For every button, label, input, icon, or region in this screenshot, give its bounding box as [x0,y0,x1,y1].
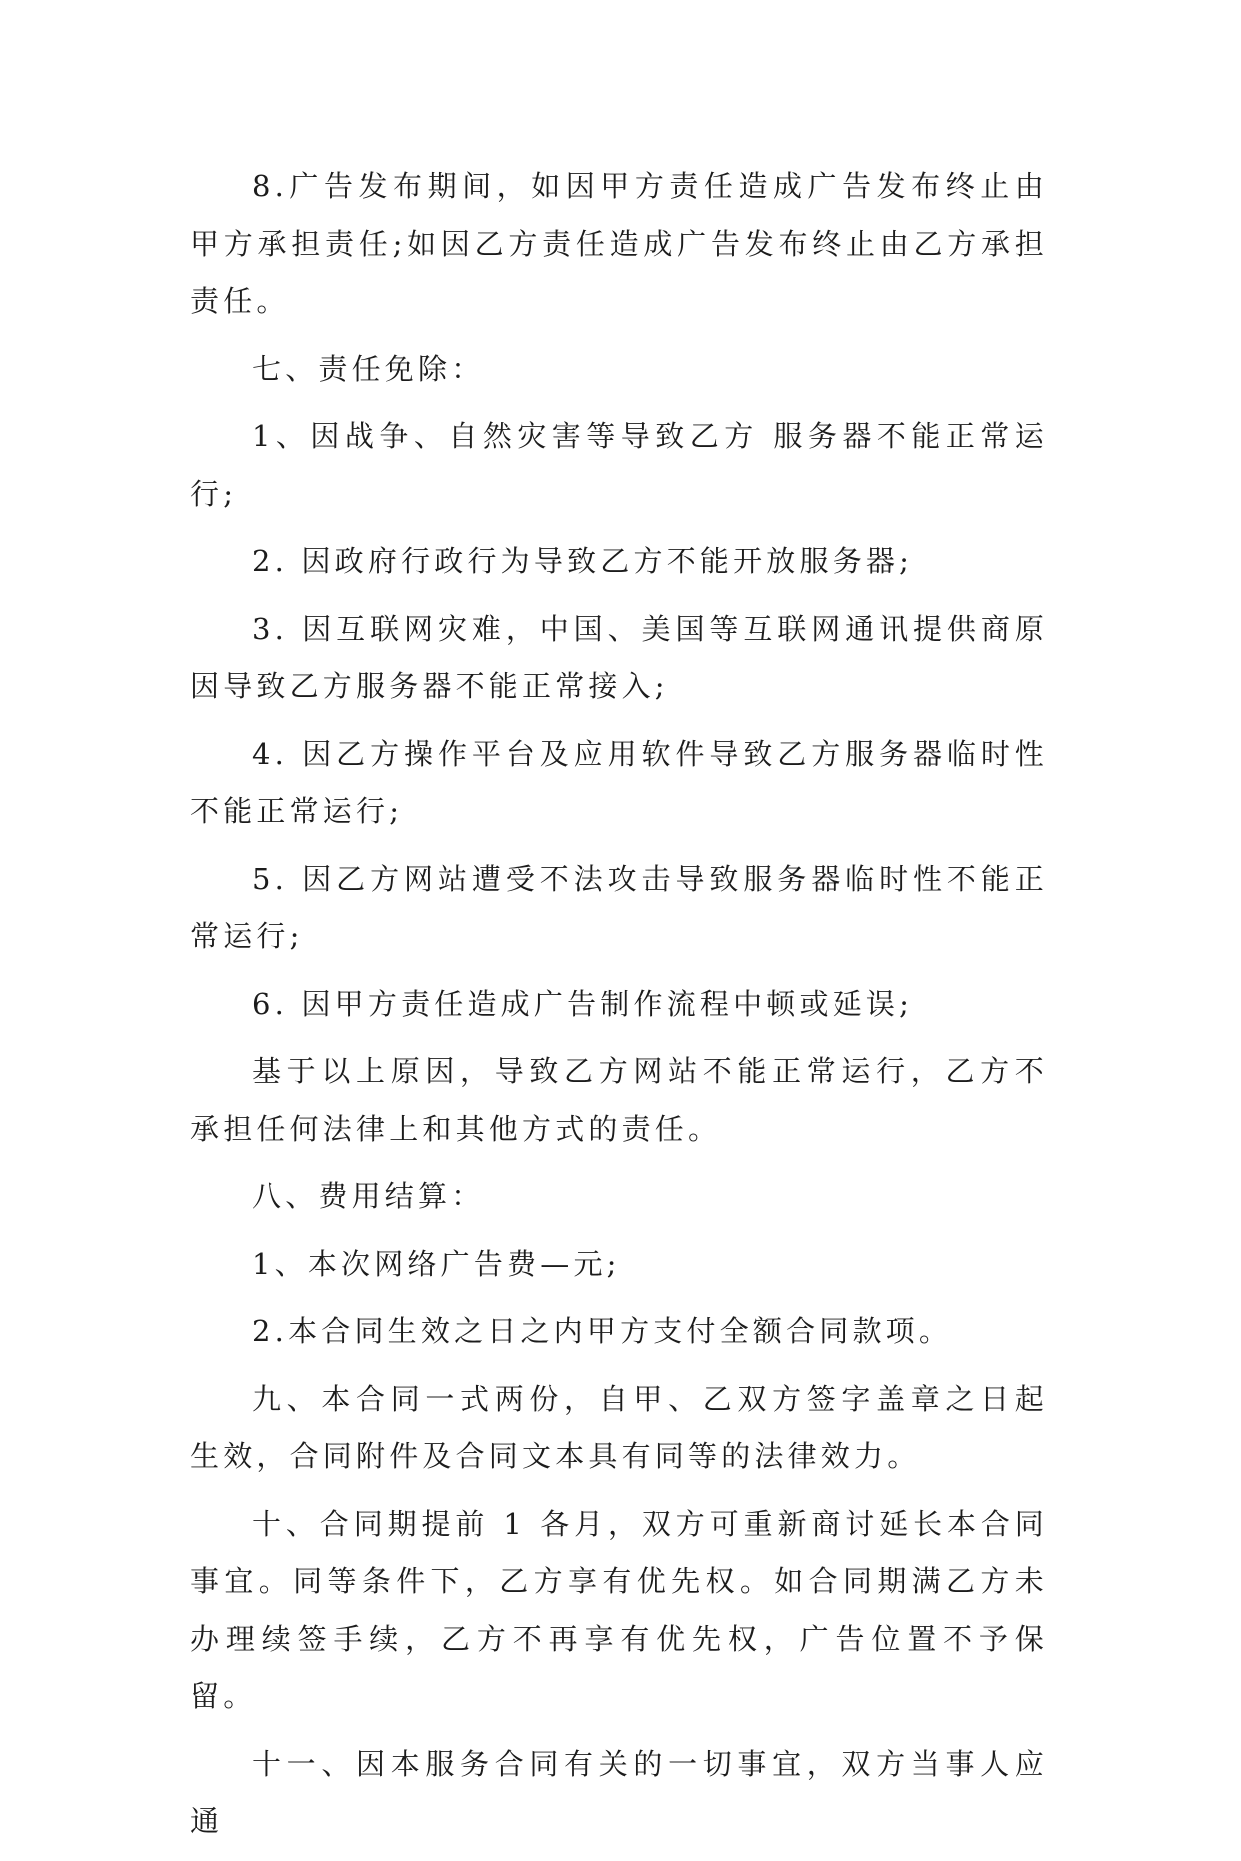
settlement-item-2: 2.本合同生效之日之内甲方支付全额合同款项。 [252,1314,953,1348]
settlement-item-1: 1、本次网络广告费—元; [252,1246,621,1281]
section-copies-validity: 九、本合同一式两份，自甲、乙双方签字盖章之日起生效，合同附件及合同文本具有同等的法律效力。 [190,1381,1048,1473]
document-body [190,158,1048,1861]
paragraph-publication-liability: 8.广告发布期间，如因甲方责任造成广告发布终止由甲方承担责任;如因乙方责任造成广告发布终止由乙方承担责任。 [190,169,1048,318]
exemption-item-4: 4. 因乙方操作平台及应用软件导致乙方服务器临时性不能正常运行; [190,736,1048,828]
section-disputes: 十一、因本服务合同有关的一切事宜，双方当事人应通 [190,1746,1048,1838]
exemption-item-5: 5. 因乙方网站遭受不法攻击导致服务器临时性不能正常运行; [190,861,1048,953]
exemption-item-6: 6. 因甲方责任造成广告制作流程中顿或延误; [252,986,914,1021]
section-heading-exemption: 七、责任免除： [252,351,485,386]
section-heading-settlement: 八、费用结算： [252,1179,485,1213]
exemption-item-1: 1、因战争、自然灾害等导致乙方 服务器不能正常运行; [190,419,1048,511]
exemption-item-3: 3. 因互联网灾难，中国、美国等互联网通讯提供商原因导致乙方服务器不能正常接入; [190,611,1048,703]
section-renewal: 十、合同期提前 1 各月，双方可重新商讨延长本合同事宜。同等条件下，乙方享有优先权。如合同期满乙方未办理续签手续，乙方不再享有优先权，广告位置不予保留。 [190,1506,1048,1713]
exemption-item-2: 2. 因政府行政行为导致乙方不能开放服务器; [252,544,914,578]
exemption-summary: 基于以上原因，导致乙方网站不能正常运行，乙方不承担任何法律上和其他方式的责任。 [190,1054,1048,1146]
